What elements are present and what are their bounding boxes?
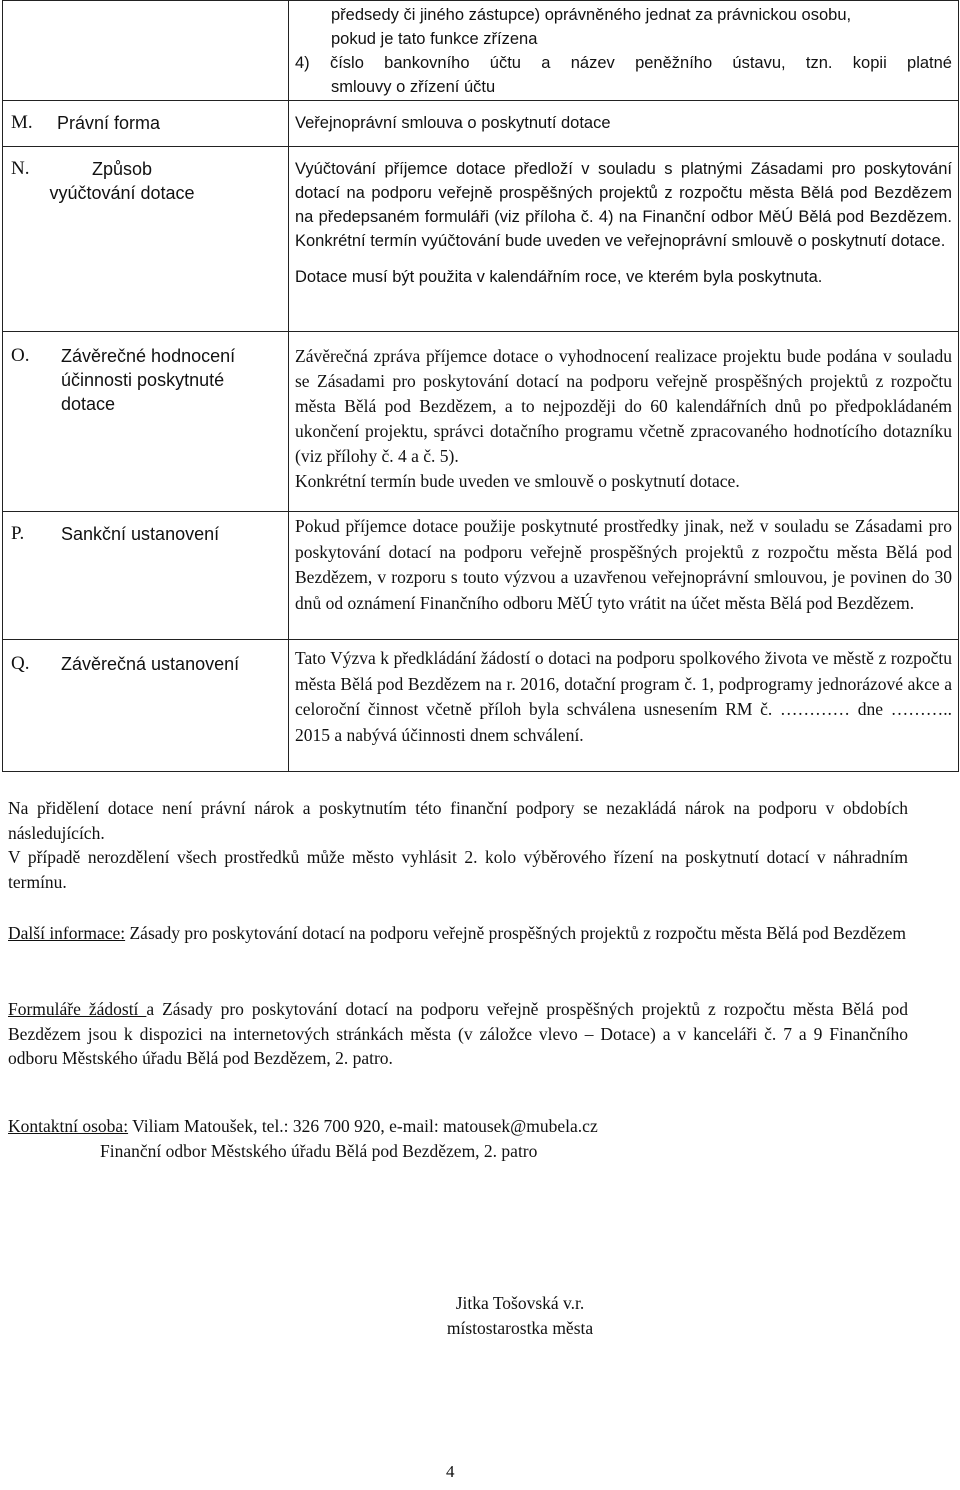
table-row-m — [3, 101, 959, 147]
more-info-label: Další informace: — [8, 923, 126, 943]
contact-text: Viliam Matoušek, tel.: 326 700 920, e-mail: matousek@mubela.cz — [128, 1116, 598, 1136]
row-n-label-cell — [3, 147, 289, 332]
row-o-text-cell — [289, 332, 959, 512]
row-text: Vyúčtování příjemce dotace předloží v souladu s platnými Zásadami pro poskytování dotací na podporu veřejně prospěšných projektů z rozpočtu města Bělá pod Bezdězem na předepsaném formuláři (viz příloha č. 4) na Finanční odbor MěÚ Bělá pod Bezdězem. Konkrétní termín vyúčtování bude uveden ve veřejnoprávní smlouvě o poskytnutí dotace. — [295, 160, 952, 250]
row-label: Právní forma — [57, 113, 161, 133]
continuation-cell — [289, 1, 959, 101]
row-text: Veřejnoprávní smlouva o poskytnutí dotace — [295, 114, 611, 132]
row-letter: M. — [11, 112, 33, 133]
table-row-p — [3, 512, 959, 640]
continuation-left-cell — [3, 1, 289, 101]
continuation-line: smlouvy o zřízení účtu — [331, 78, 496, 96]
row-text-2: Konkrétní termín bude uveden ve smlouvě o poskytnutí dotace. — [295, 471, 740, 491]
signature-name: Jitka Tošovská v.r. — [455, 1293, 585, 1313]
row-text: Pokud příjemce dotace použije poskytnuté prostředky jinak, než v souladu se Zásadami pro poskytování dotací na podporu veřejně prospěšných projektů z rozpočtu města Bělá pod Bezdězem, v rozporu s touto výzvou a uzavřenou veřejnoprávní smlouvou, je povinen do 30 dnů od oznámení Finančního odboru MěÚ tyto vrátit na účet města Bělá pod Bezdězem. — [295, 516, 952, 613]
row-text-2: Dotace musí být použita v kalendářním roce, ve kterém byla poskytnuta. — [295, 268, 823, 286]
row-n-text-cell — [289, 147, 959, 332]
row-q-text-cell — [289, 640, 959, 772]
row-m-text-cell — [289, 101, 959, 147]
contact-person — [8, 1114, 908, 1139]
table-row-n — [3, 147, 959, 332]
row-label: Sankční ustanovení — [61, 524, 220, 544]
table-row-o — [3, 332, 959, 512]
forms-availability — [8, 997, 908, 1071]
row-letter: O. — [11, 345, 30, 366]
more-info — [8, 921, 908, 946]
row-label: Závěrečná ustanovení — [61, 654, 240, 674]
forms-text: a Zásady pro poskytování dotací na podporu veřejně prospěšných projektů z rozpočtu města Bělá pod Bezdězem jsou k dispozici na internetových stránkách města (v záložce vlevo – Dotace) a v kanceláři č. 7 a 9 Finančního odboru Městského úřadu Bělá pod Bezdězem, 2. patro. — [8, 999, 908, 1068]
call-conditions-table — [2, 0, 959, 772]
row-label: Způsob vyúčtování dotace — [49, 159, 195, 203]
signature-role: místostarostka města — [446, 1318, 594, 1338]
contact-label: Kontaktní osoba: — [8, 1116, 129, 1136]
row-letter: P. — [11, 523, 25, 544]
row-text: Tato Výzva k předkládání žádostí o dotaci na podporu spolkového života ve městě z rozpočtu města Bělá pod Bezdězem na r. 2016, dotační program č. 1, podprogramy jednorázové akce a celoroční činnost včetně příloh byla schválena usnesením RM č. ………… dne ……….. 2015 a nabývá účinnosti dnem schválení. — [295, 648, 952, 745]
page-number: 4 — [446, 1462, 455, 1481]
continuation-line: 4) číslo bankovního účtu a název peněžního ústavu, tzn. kopii platné — [295, 54, 952, 72]
note-second-round: V případě nerozdělení všech prostředků může město vyhlásit 2. kolo výběrového řízení na poskytnutí dotací v náhradním termínu. — [8, 847, 908, 892]
continuation-line: předsedy či jiného zástupce) oprávněného jednat za právnickou osobu, — [331, 6, 852, 24]
row-p-text-cell — [289, 512, 959, 640]
row-letter: N. — [11, 158, 30, 179]
forms-label: Formuláře žádostí — [8, 999, 147, 1019]
more-info-text: Zásady pro poskytování dotací na podporu veřejně prospěšných projektů z rozpočtu města Bělá pod Bezdězem — [125, 923, 907, 943]
row-q-label-cell — [3, 640, 289, 772]
row-text: Závěrečná zpráva příjemce dotace o vyhodnocení realizace projektu bude podána v souladu se Zásadami pro poskytování dotací na podporu veřejně prospěšných projektů z rozpočtu města Bělá pod Bezdězem, a to nejpozději do 60 kalendářních dnů po předpokládaném ukončení projektu, správci dotačního programu včetně zpracovaného hodnotícího dotazníku (viz přílohy č. 4 a č. 5). — [295, 346, 952, 466]
row-m-label-cell — [3, 101, 289, 147]
table-row-continuation — [3, 1, 959, 101]
row-o-label-cell — [3, 332, 289, 512]
contact-department: Finanční odbor Městského úřadu Bělá pod Bezdězem, 2. patro — [100, 1141, 538, 1161]
table-row-q — [3, 640, 959, 772]
row-p-label-cell — [3, 512, 289, 640]
row-letter: Q. — [11, 653, 30, 674]
note-no-legal-claim: Na přidělení dotace není právní nárok a poskytnutím této finanční podpory se nezakládá nárok na podporu v obdobích následujících. — [8, 798, 908, 843]
continuation-line: pokud je tato funkce zřízena — [331, 30, 538, 48]
row-label: Závěrečné hodnocení účinnosti poskytnuté dotace — [61, 346, 236, 414]
